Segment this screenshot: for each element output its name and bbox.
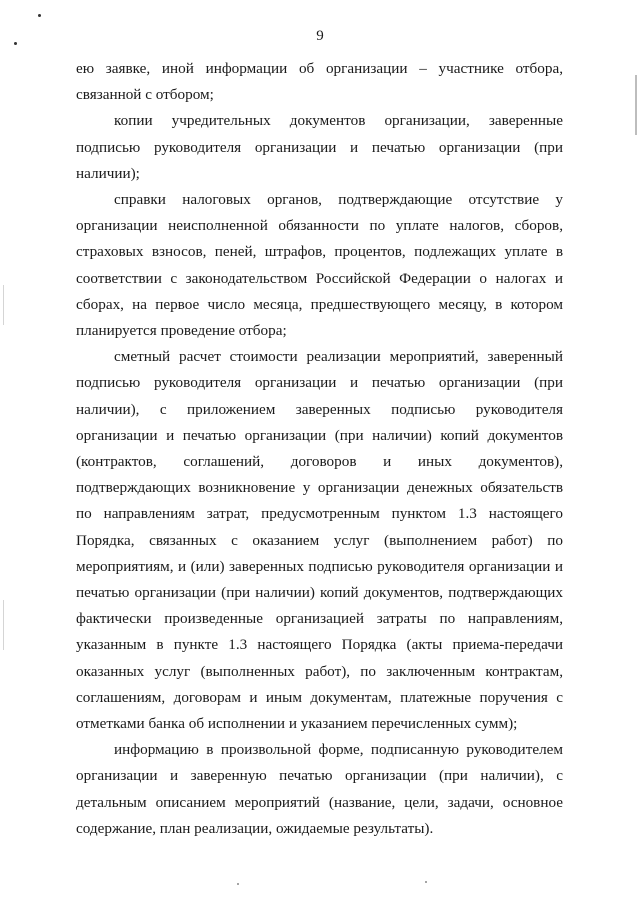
scan-edge-mark [3,600,4,650]
paragraph-continuation: ею заявке, иной информации об организации – участнике отбора, связанной с отбором; [76,60,563,104]
page-number: 9 [316,28,324,44]
paragraph-cost-estimate: сметный расчет стоимости реализации мероприятий, заверенный подписью руководителя организации и печатью организации (при наличии), с приложением заверенных подписью руководителя организации и печатью организации (при наличии) копий документов (контрактов, соглашений, договоров и иных документов), подтверждающих возникновение у организации денежных обязательств по направлениям затрат, предусмотренным пунктом 1.3 настоящего Порядка, связанных с оказанием услуг (выполнением работ) по мероприятиям, и (или) заверенных подписью руководителя организации и печатью организации (при наличии) копий документов, подтверждающих фактически произведенные организацией затраты по направлениям, указанным в пункте 1.3 настоящего Порядка (акты приема-передачи оказанных услуг (выполненных работ), по заключенным контрактам, соглашениям, договорам и иным документам, платежные поручения с отметками банка об исполнении и указанием перечисленных сумм); [76,348,563,733]
paragraph-event-information: информацию в произвольной форме, подписанную руководителем организации и заверенную печатью организации (при наличии), с детальным описанием мероприятий (название, цели, задачи, основное содержание, план реализации, ожидаемые результаты). [76,741,563,837]
scan-speck [425,881,427,883]
scan-edge-mark [3,285,4,325]
document-body [76,56,563,842]
paragraph-tax-certificates: справки налоговых органов, подтверждающие отсутствие у организации неисполненной обязанности по уплате налогов, сборов, страховых взносов, пеней, штрафов, процентов, подлежащих уплате в соответствии с законодательством Российской Федерации о налогах и сборах, на первое число месяца, предшествующего месяцу, в котором планируется проведение отбора; [76,191,563,340]
scan-edge-mark [635,75,637,135]
scan-speck [38,14,41,17]
paragraph-founding-documents: копии учредительных документов организации, заверенные подписью руководителя организации и печатью организации (при наличии); [76,112,563,182]
scan-speck [14,42,17,45]
scan-speck [237,883,239,885]
